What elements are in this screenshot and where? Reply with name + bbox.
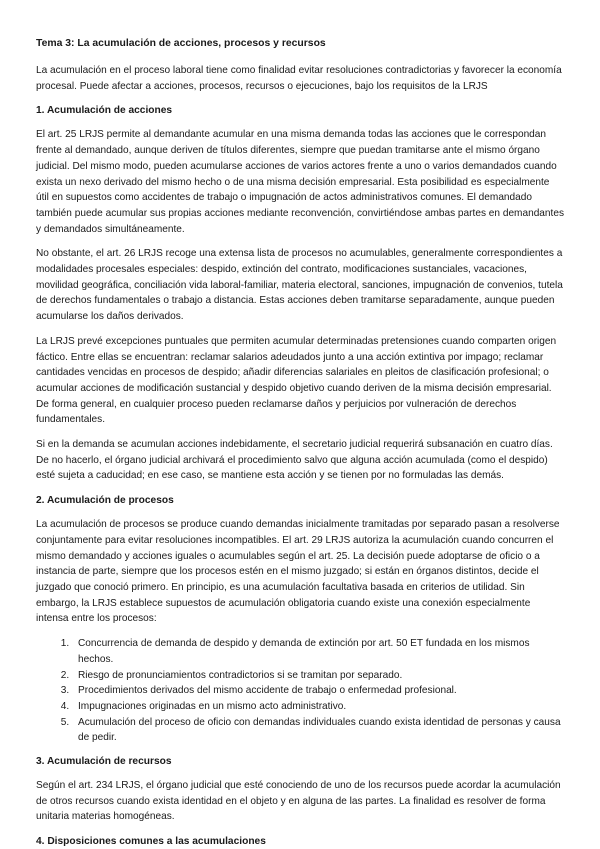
section-3-heading: 3. Acumulación de recursos xyxy=(36,756,172,768)
section-2-paragraph-1: La acumulación de procesos se produce cuando demandas inicialmente tramitadas por separado pasan a resolverse conjuntamente para evitar resoluciones incompatibles. El art. 29 LRJS autoriza la acumulación cuando concurren el mismo demandado y acciones iguales o acumulables según el art. 25. La decisión puede adoptarse de oficio o a instancia de parte, siempre que los procesos estén en el mismo juzgado; si están en órganos distintos, decide el juzgado que conoció primero. En principio, es una acumulación facultativa basada en criterios de utilidad. Sin embargo, la LRJS establece supuestos de acumulación obligatoria cuando existe una conexión especialmente intensa entre los procesos: xyxy=(36,519,560,625)
section-1-paragraph-3: La LRJS prevé excepciones puntuales que permiten acumular determinadas pretensiones cuando comparten origen fáctico. Entre ellas se encuentran: reclamar salarios adeudados junto a una acción extintiva por impago; reclamar cantidades vencidas en procesos de despido; añadir diferencias salariales en pleitos de clasificación profesional; o acumular acciones de modificación sustancial y despido objetivo cuando deriven de la misma decisión empresarial. De forma general, en cualquier proceso pueden reclamarse daños y perjuicios por vulneración de derechos fundamentales. xyxy=(36,335,557,426)
section-1-paragraph-4: Si en la demanda se acumulan acciones indebidamente, el secretario judicial requerirá subsanación en cuatro días. De no hacerlo, el órgano judicial archivará el procedimiento salvo que alguna acción acumulada (como el despido) esté sujeta a caducidad; en ese caso, se mantiene esta acción y se tienen por no formuladas las demás. xyxy=(36,439,553,482)
section-3-paragraph-1: Según el art. 234 LRJS, el órgano judicial que esté conociendo de uno de los recursos puede acordar la acumulación de otros recursos cuando exista identidad en el objeto y en alguna de las partes. La finalidad es resolver de forma unitaria materias homogéneas. xyxy=(36,780,561,823)
section-1-heading: 1. Acumulación de acciones xyxy=(36,105,173,117)
list-item: 4. Impugnaciones originadas en un mismo acto administrativo. xyxy=(72,699,564,715)
list-item: 3. Procedimientos derivados del mismo accidente de trabajo o enfermedad profesional. xyxy=(72,683,564,699)
section-4-heading: 4. Disposiciones comunes a las acumulaciones xyxy=(36,836,266,848)
list-item: 2. Riesgo de pronunciamientos contradictorios si se tramitan por separado. xyxy=(72,668,564,684)
section-1-paragraph-1: El art. 25 LRJS permite al demandante acumular en una misma demanda todas las acciones que le correspondan frente al demandado, aunque deriven de títulos diferentes, siempre que puedan tramitarse ante el mismo órgano judicial. Del mismo modo, pueden acumularse acciones de varios actores frente a uno o varios demandados cuando exista un nexo derivado del mismo hecho o de una misma decisión empresarial. Esta posibilidad es especialmente útil en supuestos como accidentes de trabajo o impugnación de actos administrativos comunes. El demandado también puede acumular sus propias acciones mediante reconvención, convirtiéndose ambas partes en demandantes y demandados simultáneamente. xyxy=(36,129,564,235)
section-1-paragraph-2: No obstante, el art. 26 LRJS recoge una extensa lista de procesos no acumulables, generalmente correspondientes a modalidades procesales especiales: despido, extinción del contrato, modificaciones sustanciales, vacaciones, movilidad geográfica, conciliación vida laboral-familiar, materia electoral, sanciones, impugnación de convenios, tutela de derechos fundamentales o trabajo a distancia. Estas acciones deben tramitarse separadamente, aunque pueden acumularse los daños derivados. xyxy=(36,248,563,323)
list-item: 1. Concurrencia de demanda de despido y demanda de extinción por art. 50 ET fundada en los mismos hechos. xyxy=(72,636,564,667)
intro-paragraph: La acumulación en el proceso laboral tiene como finalidad evitar resoluciones contradictorias y favorecer la economía procesal. Puede afectar a acciones, procesos, recursos o ejecuciones, bajo los requisitos de la LRJS xyxy=(36,65,562,92)
list-item: 5. Acumulación del proceso de oficio con demandas individuales cuando exista identidad de personas y causa de pedir. xyxy=(72,715,564,746)
document-title: Tema 3: La acumulación de acciones, procesos y recursos xyxy=(36,38,326,49)
section-2-heading: 2. Acumulación de procesos xyxy=(36,495,174,507)
mandatory-accumulation-list xyxy=(36,636,564,746)
